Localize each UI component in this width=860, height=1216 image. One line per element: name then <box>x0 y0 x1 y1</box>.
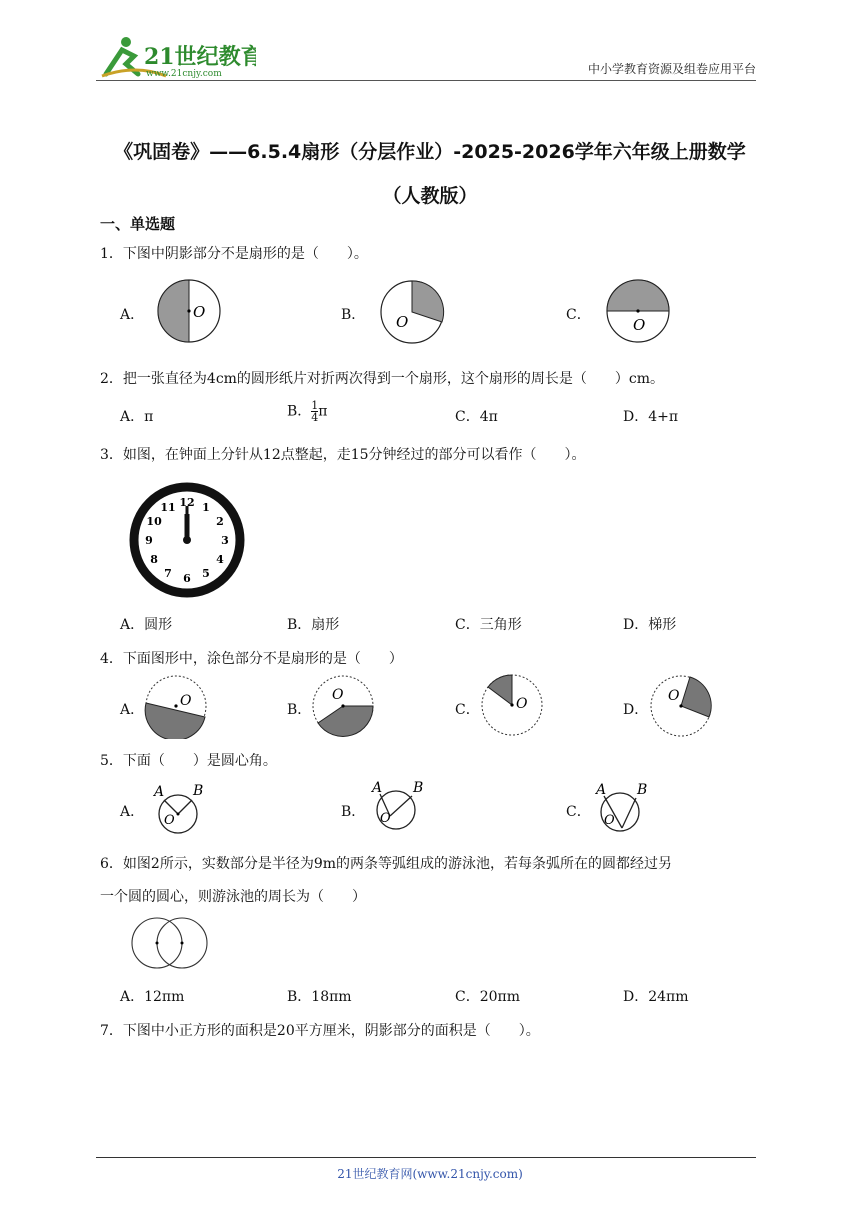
q6-option-c: C．20πm <box>455 989 521 1005</box>
q6-option-d: D．24πm <box>623 989 689 1005</box>
header-divider <box>96 80 756 81</box>
q2-option-b: B． $\frac{1}{4}$ π <box>287 399 328 424</box>
q1-option-b: B． <box>341 307 366 323</box>
footer-divider <box>96 1157 756 1158</box>
svg-text:A: A <box>372 780 383 796</box>
q1-option-a: A． <box>120 307 145 323</box>
clock-number: 3 <box>221 534 229 547</box>
svg-text:O: O <box>396 313 409 331</box>
page-title: 《巩固卷》——6.5.4扇形（分层作业）-2025-2026学年六年级上册数学（人教版） <box>114 141 746 207</box>
q1-figure-b <box>378 277 448 347</box>
q6-option-a: A．12πm <box>120 989 185 1005</box>
clock-number: 6 <box>183 572 191 585</box>
svg-text:O: O <box>604 813 615 828</box>
clock-number: 4 <box>216 553 224 566</box>
q3-option-b: B．扇形 <box>287 617 340 633</box>
clock-number: 5 <box>202 566 210 580</box>
svg-text:A: A <box>596 782 607 798</box>
clock-number: 7 <box>164 566 172 580</box>
q4-figure-c <box>479 672 545 738</box>
q4-figure-d <box>648 673 714 739</box>
q4-option-b: B． <box>287 702 312 718</box>
clock-number: 8 <box>150 553 158 566</box>
logo <box>96 34 256 80</box>
question-7: 7．下图中小正方形的面积是20平方厘米，阴影部分的面积是（ ）。 <box>100 1023 540 1039</box>
question-1: 1．下图中阴影部分不是扇形的是（ ）。 <box>100 246 368 262</box>
q4-figure-b <box>310 673 376 739</box>
q3-option-c: C．三角形 <box>455 617 522 633</box>
section-heading: 一、单选题 <box>100 215 176 233</box>
q4-option-d: D． <box>623 702 649 718</box>
q5-option-b: B． <box>341 804 366 820</box>
q2-option-c: C．4π <box>455 409 498 425</box>
question-5: 5．下面（ ）是圆心角。 <box>100 753 277 769</box>
q2-option-d: D．4+π <box>623 409 679 425</box>
q5-figure-a <box>150 780 210 836</box>
clock-number: 1 <box>202 501 210 515</box>
clock-number: 2 <box>216 515 224 528</box>
logo-text: 21世纪教育 <box>144 44 256 70</box>
svg-text:O: O <box>332 687 344 703</box>
header-platform-text: 中小学教育资源及组卷应用平台 <box>587 62 756 76</box>
q4-option-c: C． <box>455 702 480 718</box>
svg-text:O: O <box>668 688 680 704</box>
q2-option-a: A．π <box>120 409 154 425</box>
q1-option-c: C． <box>566 307 591 323</box>
footer-text: 21世纪教育网(www.21cnjy.com) <box>337 1167 523 1181</box>
question-4: 4．下面图形中，涂色部分不是扇形的是（ ） <box>100 651 403 667</box>
clock-number: 9 <box>145 534 153 547</box>
svg-text:O: O <box>164 813 175 828</box>
question-6-line-2: 一个圆的圆心，则游泳池的周长为（ ） <box>100 889 366 905</box>
q4-option-a: A． <box>120 702 145 718</box>
svg-text:B: B <box>637 782 648 798</box>
q5-option-c: C． <box>566 804 591 820</box>
q3-option-d: D．梯形 <box>623 617 677 633</box>
fraction: $\frac{1}{4}$ <box>311 399 319 424</box>
q5-figure-c <box>592 778 654 836</box>
svg-text:A: A <box>154 784 165 800</box>
svg-text:B: B <box>413 780 424 796</box>
q5-figure-b <box>368 776 430 834</box>
q1-figure-a <box>156 277 222 345</box>
q1-figure-c <box>604 276 674 346</box>
pool-figure <box>128 914 212 972</box>
clock-figure <box>127 480 247 600</box>
svg-text:O: O <box>180 693 192 709</box>
svg-text:O: O <box>633 316 646 334</box>
q5-option-a: A． <box>120 804 145 820</box>
q6-option-b: B．18πm <box>287 989 352 1005</box>
question-3: 3．如图，在钟面上分针从12点整起，走15分钟经过的部分可以看作（ ）。 <box>100 447 586 463</box>
svg-text:B: B <box>193 783 204 799</box>
q3-option-a: A．圆形 <box>120 617 173 633</box>
svg-text:O: O <box>516 696 528 712</box>
svg-text:O: O <box>193 303 206 321</box>
q4-figure-a <box>143 673 209 739</box>
clock-number: 11 <box>160 501 176 515</box>
svg-text:O: O <box>380 811 391 826</box>
question-6-line-1: 6．如图2所示，实数部分是半径为9m的两条等弧组成的游泳池，若每条弧所在的圆都经过另 <box>100 856 672 872</box>
clock-number: 10 <box>146 515 162 528</box>
clock-number: 12 <box>179 496 195 509</box>
logo-url: www.21cnjy.com <box>146 69 222 79</box>
logo-icon <box>96 34 256 80</box>
question-2: 2．把一张直径为4cm的圆形纸片对折两次得到一个扇形，这个扇形的周长是（ ）cm。 <box>100 371 665 387</box>
